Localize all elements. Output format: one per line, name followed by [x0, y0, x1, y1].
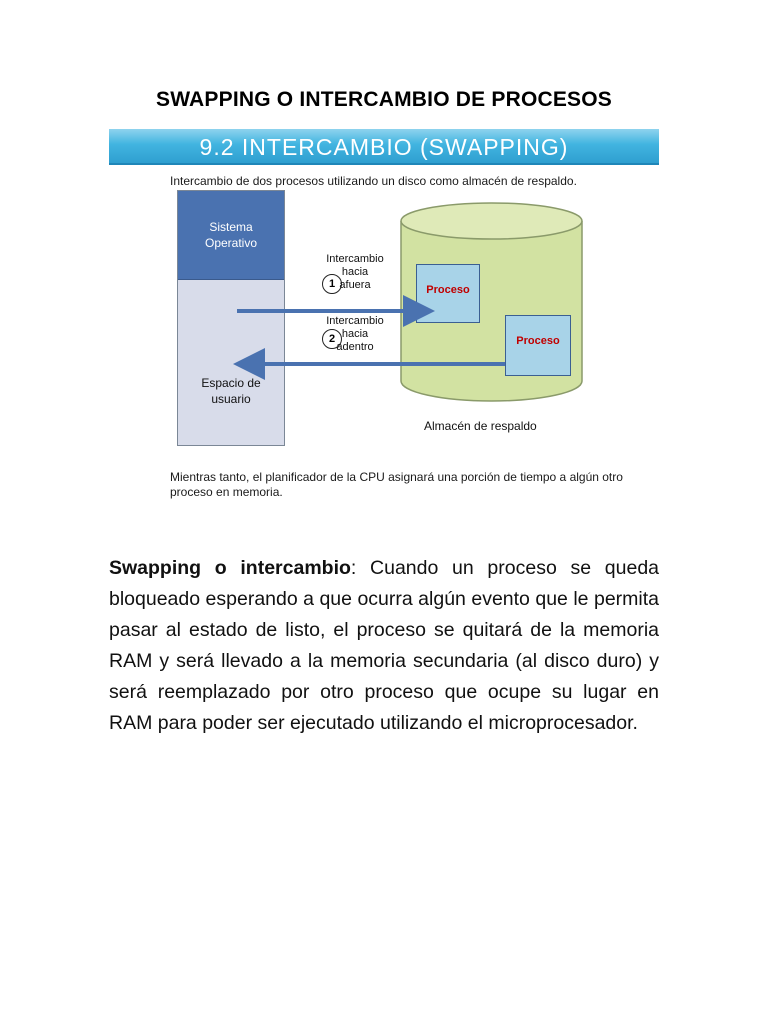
swap-in-line-1: Intercambio [326, 315, 384, 327]
os-label-line-1: Sistema [209, 220, 253, 234]
step-1-marker: 1 [322, 274, 342, 294]
swap-out-label [317, 253, 393, 292]
user-label-line-1: Espacio de [201, 376, 261, 390]
os-label-line-2: Operativo [204, 236, 258, 250]
swap-in-line-3: adentro [336, 341, 374, 353]
document-title: SWAPPING O INTERCAMBIO DE PROCESOS [155, 88, 612, 111]
process-box-1: Proceso [416, 264, 480, 323]
backing-store-label: Almacén de respaldo [424, 419, 537, 433]
swap-in-label [317, 315, 393, 354]
figure-caption-bottom: Mientras tanto, el planificador de la CPU asignará una porción de tiempo a algún otro proceso en memoria. [170, 470, 623, 499]
swap-out-line-2: hacia [341, 266, 369, 278]
user-label-line-2: usuario [211, 392, 251, 406]
figure-banner: 9.2 INTERCAMBIO (SWAPPING) [109, 129, 659, 165]
swap-out-line-1: Intercambio [326, 253, 384, 265]
step-2-marker: 2 [322, 329, 342, 349]
swap-out-line-3: afuera [339, 279, 371, 291]
body-paragraph [109, 553, 659, 739]
figure-caption-top: Intercambio de dos procesos utilizando un disco como almacén de respaldo. [170, 174, 577, 188]
paragraph-body-text: : Cuando un proceso se queda bloqueado esperando a que ocurra algún evento que le permita pasar al estado de listo, el proceso se quitará de la memoria RAM y será llevado a la memoria secundaria (al disco duro) y será reemplazado por otro proceso que ocupe su lugar en RAM para poder ser ejecutado utilizando el microprocesador. [109, 557, 660, 734]
swap-in-line-2: hacia [341, 328, 369, 340]
swapping-figure [109, 129, 659, 509]
process-box-2: Proceso [505, 315, 571, 376]
paragraph-lead-term: Swapping o intercambio [109, 557, 351, 579]
